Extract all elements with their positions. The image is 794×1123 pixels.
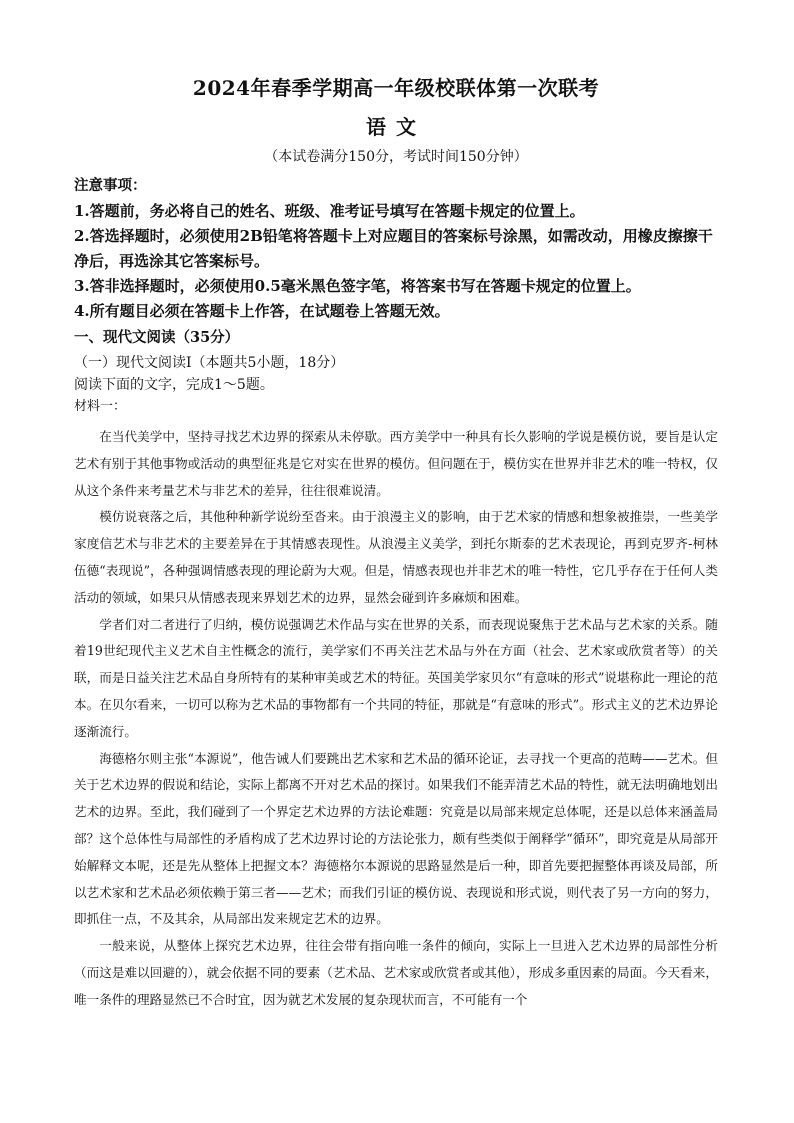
reading-instruction: 阅读下面的文字，完成1～5题。 [74,377,274,393]
score-info: （本试卷满分150分，考试时间150分钟） [264,149,528,165]
note-item-3: 3.答非选择题时，必须使用0.5毫米黑色签字笔，将答案书写在答题卡规定的位置上。 [74,277,641,295]
note-item-4: 4.所有题目必须在答题卡上作答，在试题卷上答题无效。 [74,302,450,320]
passage-paragraph-5: 一般来说，从整体上探究艺术边界，往往会带有指向唯一条件的倾向，实际上一旦进入艺术边界的局部性分析（而这是难以回避的），就会依据不同的要素（艺术品、艺术家或欣赏者或其他），形成多重因素的局面。今天看来，唯一条件的理路显然已不合时宜，因为就艺术发展的复杂现状而言，不可能有一个 [74,938,718,1007]
subject-title: 语文 [366,115,426,139]
passage-paragraph-1: 在当代美学中，坚持寻找艺术边界的探索从未停歇。西方美学中一种具有长久影响的学说是模仿说，要旨是认定艺术有别于其他事物或活动的典型征兆是它对实在世界的模仿。但问题在于，模仿实在世界并非艺术的唯一特权，仅从这个条件来考量艺术与非艺术的差异，往往很难说清。 [74,429,718,498]
passage-paragraph-2: 模仿说衰落之后，其他种种新学说纷至沓来。由于浪漫主义的影响，由于艺术家的情感和想象被推崇，一些美学家度信艺术与非艺术的主要差异在于其情感表现性。从浪漫主义美学，到托尔斯泰的艺术表现论，再到克罗齐-柯林伍德“表现说”，各种强调情感表现的理论蔚为大观。但是，情感表现也并非艺术的唯一特性，它几乎存在于任何人类活动的领域，如果只从情感表现来界划艺术的边界，显然会碰到许多麻烦和困难。 [74,509,718,605]
note-item-2: 2.答选择题时，必须使用2B铅笔将答题卡上对应题目的答案标号涂黑，如需改动，用橡皮擦擦干净后，再选涂其它答案标号。 [74,227,713,270]
note-item-1: 1.答题前，务必将自己的姓名、班级、准考证号填写在答题卡规定的位置上。 [74,202,585,220]
notes-heading: 注意事项： [74,177,147,194]
material-label: 材料一： [74,399,127,414]
sub-section-heading: （一）现代文阅读Ⅰ（本题共5小题，18分） [74,355,345,371]
passage-paragraph-3: 学者们对二者进行了归纳，模仿说强调艺术作品与实在世界的关系，而表现说聚焦于艺术品与艺术家的关系。随着19世纪现代主义艺术自主性概念的流行，美学家们不再关注艺术品与外在方面（社会、艺术家或欣赏者等）的关联，而是日益关注艺术品自身所特有的某种审美或艺术的特征。英国美学家贝尔“有意味的形式”说堪称此一理论的范本。在贝尔看来，一切可以称为艺术品的事物都有一个共同的特征，那就是“有意味的形式”。形式主义的艺术边界论逐渐流行。 [74,616,718,739]
exam-title: 2024年春季学期高一年级校联体第一次联考 [192,76,600,100]
passage-paragraph-4: 海德格尔则主张“本源说”，他告诫人们要跳出艺术家和艺术品的循环论证，去寻找一个更高的范畴——艺术。但关于艺术边界的假说和结论，实际上都离不开对艺术品的探讨。如果我们不能弄清艺术品的特性，就无法明确地划出艺术的边界。至此，我们碰到了一个界定艺术边界的方法论难题：究竟是以局部来规定总体呢，还是以总体来涵盖局部？这个总体性与局部性的矛盾构成了艺术边界讨论的方法论张力，颇有些类似于阐释学“循环”，即究竟是从局部开始解释文本呢，还是先从整体上把握文本？海德格尔本源说的思路显然是后一种，即首先要把握整体再谈及局部，所以艺术家和艺术品必须依赖于第三者——艺术；而我们引证的模仿说、表现说和形式说，则代表了另一方向的努力，即抓住一点，不及其余，从局部出发来规定艺术的边界。 [74,750,718,927]
section-heading: 一、现代文阅读（35分） [74,329,240,346]
